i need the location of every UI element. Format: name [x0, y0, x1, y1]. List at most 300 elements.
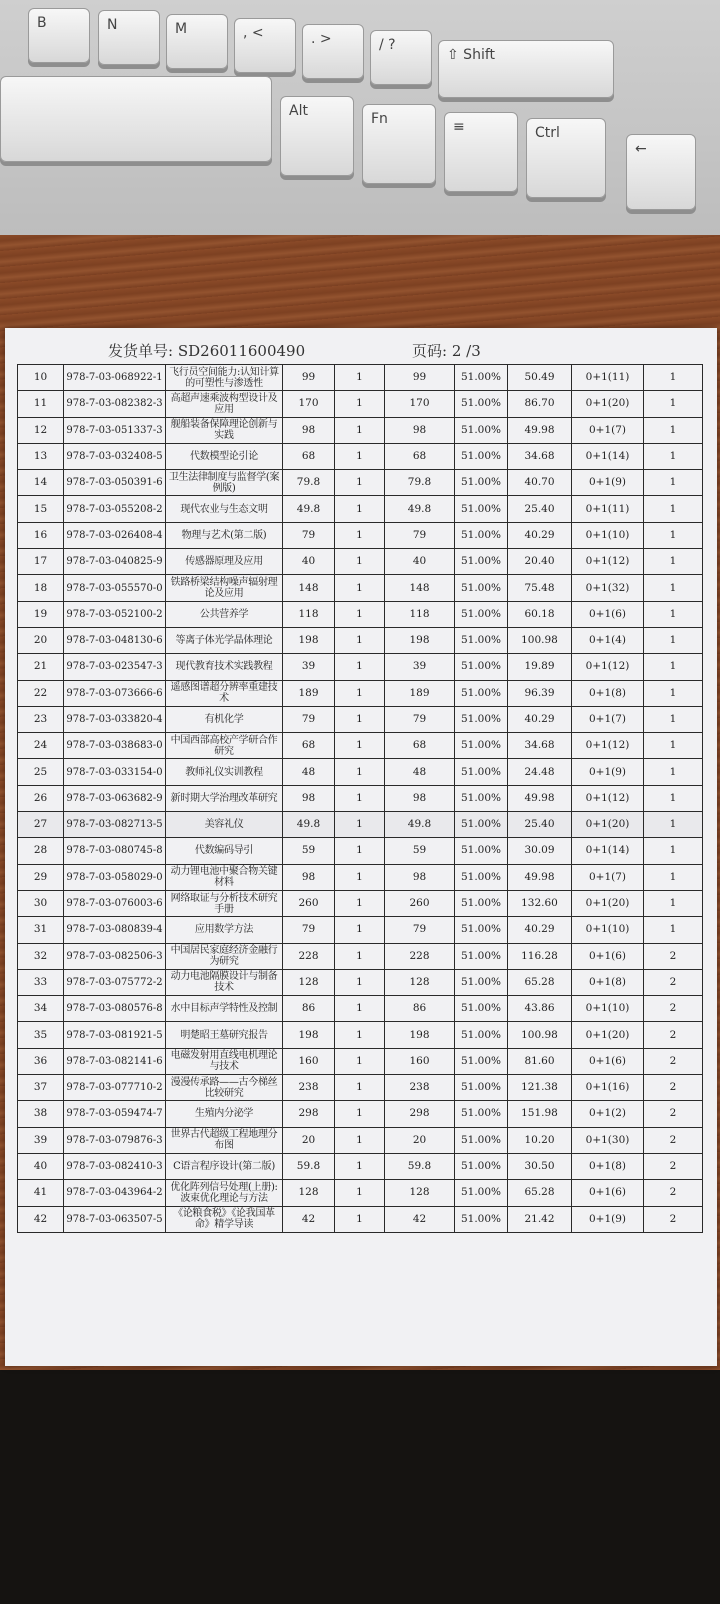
- list-price-cell: 49.8: [283, 496, 335, 522]
- amount-cell: 49.8: [385, 812, 455, 838]
- stock-note-cell: 0+1(14): [572, 838, 644, 864]
- quantity-cell: 1: [335, 943, 385, 969]
- list-price-cell: 160: [283, 1048, 335, 1074]
- box-number-cell: 1: [644, 917, 703, 943]
- key-menu: ≡: [444, 112, 518, 192]
- quantity-cell: 1: [335, 1048, 385, 1074]
- list-price-cell: 39: [283, 654, 335, 680]
- row-number-cell: 28: [18, 838, 64, 864]
- discount-rate-cell: 51.00%: [455, 496, 508, 522]
- key-comma: , <: [234, 18, 296, 73]
- isbn-cell: 978-7-03-076003-6: [64, 890, 166, 916]
- stock-note-cell: 0+1(6): [572, 1048, 644, 1074]
- net-price-cell: 19.89: [508, 654, 572, 680]
- box-number-cell: 1: [644, 680, 703, 706]
- isbn-cell: 978-7-03-063682-9: [64, 785, 166, 811]
- net-price-cell: 86.70: [508, 391, 572, 417]
- box-number-cell: 2: [644, 1180, 703, 1206]
- net-price-cell: 20.40: [508, 549, 572, 575]
- table-row: [18, 1048, 703, 1074]
- net-price-cell: 49.98: [508, 417, 572, 443]
- net-price-cell: 75.48: [508, 575, 572, 601]
- row-number-cell: 12: [18, 417, 64, 443]
- discount-rate-cell: 51.00%: [455, 1180, 508, 1206]
- isbn-cell: 978-7-03-026408-4: [64, 522, 166, 548]
- net-price-cell: 81.60: [508, 1048, 572, 1074]
- amount-cell: 68: [385, 443, 455, 469]
- stock-note-cell: 0+1(20): [572, 391, 644, 417]
- stock-note-cell: 0+1(12): [572, 654, 644, 680]
- stock-note-cell: 0+1(8): [572, 680, 644, 706]
- box-number-cell: 2: [644, 1101, 703, 1127]
- amount-cell: 98: [385, 417, 455, 443]
- net-price-cell: 24.48: [508, 759, 572, 785]
- net-price-cell: 34.68: [508, 443, 572, 469]
- book-title-cell: 漫漫传承路——古今梯丝比较研究: [166, 1075, 283, 1101]
- isbn-cell: 978-7-03-082141-6: [64, 1048, 166, 1074]
- isbn-cell: 978-7-03-052100-2: [64, 601, 166, 627]
- isbn-cell: 978-7-03-080745-8: [64, 838, 166, 864]
- table-row: [18, 1127, 703, 1153]
- book-title-cell: 传感器原理及应用: [166, 549, 283, 575]
- table-row: [18, 601, 703, 627]
- quantity-cell: 1: [335, 890, 385, 916]
- row-number-cell: 40: [18, 1153, 64, 1179]
- isbn-cell: 978-7-03-038683-0: [64, 733, 166, 759]
- box-number-cell: 1: [644, 549, 703, 575]
- amount-cell: 118: [385, 601, 455, 627]
- row-number-cell: 39: [18, 1127, 64, 1153]
- box-number-cell: 1: [644, 391, 703, 417]
- book-title-cell: 教师礼仪实训教程: [166, 759, 283, 785]
- table-row: [18, 759, 703, 785]
- discount-rate-cell: 51.00%: [455, 1022, 508, 1048]
- amount-cell: 49.8: [385, 496, 455, 522]
- discount-rate-cell: 51.00%: [455, 733, 508, 759]
- list-price-cell: 79: [283, 706, 335, 732]
- net-price-cell: 25.40: [508, 812, 572, 838]
- table-row: [18, 785, 703, 811]
- book-title-cell: 现代教育技术实践教程: [166, 654, 283, 680]
- isbn-cell: 978-7-03-080839-4: [64, 917, 166, 943]
- discount-rate-cell: 51.00%: [455, 417, 508, 443]
- quantity-cell: 1: [335, 549, 385, 575]
- stock-note-cell: 0+1(6): [572, 943, 644, 969]
- key-b: B: [28, 8, 90, 63]
- row-number-cell: 38: [18, 1101, 64, 1127]
- table-row: [18, 1022, 703, 1048]
- amount-cell: 79: [385, 522, 455, 548]
- stock-note-cell: 0+1(9): [572, 470, 644, 496]
- list-price-cell: 79: [283, 522, 335, 548]
- box-number-cell: 1: [644, 654, 703, 680]
- list-price-cell: 198: [283, 627, 335, 653]
- list-price-cell: 238: [283, 1075, 335, 1101]
- quantity-cell: 1: [335, 996, 385, 1022]
- discount-rate-cell: 51.00%: [455, 785, 508, 811]
- table-row: [18, 890, 703, 916]
- isbn-cell: 978-7-03-023547-3: [64, 654, 166, 680]
- table-row: [18, 443, 703, 469]
- list-price-cell: 198: [283, 1022, 335, 1048]
- book-title-cell: 明楚昭王墓研究报告: [166, 1022, 283, 1048]
- discount-rate-cell: 51.00%: [455, 365, 508, 391]
- stock-note-cell: 0+1(11): [572, 496, 644, 522]
- amount-cell: 48: [385, 759, 455, 785]
- list-price-cell: 189: [283, 680, 335, 706]
- quantity-cell: 1: [335, 785, 385, 811]
- amount-cell: 42: [385, 1206, 455, 1232]
- row-number-cell: 13: [18, 443, 64, 469]
- amount-cell: 128: [385, 969, 455, 995]
- book-title-cell: 代数模型论引论: [166, 443, 283, 469]
- row-number-cell: 14: [18, 470, 64, 496]
- book-list-table: [17, 364, 703, 1233]
- table-row: [18, 549, 703, 575]
- box-number-cell: 1: [644, 601, 703, 627]
- stock-note-cell: 0+1(14): [572, 443, 644, 469]
- book-title-cell: 电磁发射用直线电机理论与技术: [166, 1048, 283, 1074]
- quantity-cell: 1: [335, 1153, 385, 1179]
- isbn-cell: 978-7-03-075772-2: [64, 969, 166, 995]
- quantity-cell: 1: [335, 391, 385, 417]
- box-number-cell: 1: [644, 759, 703, 785]
- quantity-cell: 1: [335, 1075, 385, 1101]
- order-number-field: [108, 340, 305, 361]
- list-price-cell: 148: [283, 575, 335, 601]
- book-title-cell: 舰船装备保障理论创新与实践: [166, 417, 283, 443]
- amount-cell: 198: [385, 1022, 455, 1048]
- isbn-cell: 978-7-03-080576-8: [64, 996, 166, 1022]
- row-number-cell: 34: [18, 996, 64, 1022]
- stock-note-cell: 0+1(7): [572, 706, 644, 732]
- discount-rate-cell: 51.00%: [455, 575, 508, 601]
- quantity-cell: 1: [335, 917, 385, 943]
- table-row: [18, 654, 703, 680]
- list-price-cell: 128: [283, 969, 335, 995]
- key-n: N: [98, 10, 160, 65]
- stock-note-cell: 0+1(9): [572, 759, 644, 785]
- table-row: [18, 864, 703, 890]
- net-price-cell: 40.70: [508, 470, 572, 496]
- amount-cell: 260: [385, 890, 455, 916]
- net-price-cell: 49.98: [508, 785, 572, 811]
- list-price-cell: 59.8: [283, 1153, 335, 1179]
- row-number-cell: 33: [18, 969, 64, 995]
- box-number-cell: 2: [644, 1022, 703, 1048]
- discount-rate-cell: 51.00%: [455, 522, 508, 548]
- amount-cell: 298: [385, 1101, 455, 1127]
- list-price-cell: 20: [283, 1127, 335, 1153]
- row-number-cell: 25: [18, 759, 64, 785]
- amount-cell: 79: [385, 917, 455, 943]
- list-price-cell: 228: [283, 943, 335, 969]
- isbn-cell: 978-7-03-073666-6: [64, 680, 166, 706]
- table-row: [18, 838, 703, 864]
- list-price-cell: 298: [283, 1101, 335, 1127]
- quantity-cell: 1: [335, 706, 385, 732]
- isbn-cell: 978-7-03-082382-3: [64, 391, 166, 417]
- amount-cell: 148: [385, 575, 455, 601]
- quantity-cell: 1: [335, 1206, 385, 1232]
- list-price-cell: 40: [283, 549, 335, 575]
- stock-note-cell: 0+1(7): [572, 417, 644, 443]
- discount-rate-cell: 51.00%: [455, 443, 508, 469]
- discount-rate-cell: 51.00%: [455, 1101, 508, 1127]
- book-title-cell: 美容礼仪: [166, 812, 283, 838]
- stock-note-cell: 0+1(6): [572, 1180, 644, 1206]
- row-number-cell: 35: [18, 1022, 64, 1048]
- box-number-cell: 2: [644, 1127, 703, 1153]
- row-number-cell: 31: [18, 917, 64, 943]
- box-number-cell: 2: [644, 1048, 703, 1074]
- box-number-cell: 1: [644, 443, 703, 469]
- book-title-cell: 代数编码导引: [166, 838, 283, 864]
- box-number-cell: 1: [644, 812, 703, 838]
- book-title-cell: 优化阵列信号处理(上册):波束优化理论与方法: [166, 1180, 283, 1206]
- row-number-cell: 10: [18, 365, 64, 391]
- order-number-value: SD26011600490: [177, 342, 306, 360]
- stock-note-cell: 0+1(8): [572, 1153, 644, 1179]
- stock-note-cell: 0+1(20): [572, 812, 644, 838]
- book-title-cell: 有机化学: [166, 706, 283, 732]
- list-price-cell: 128: [283, 1180, 335, 1206]
- list-price-cell: 59: [283, 838, 335, 864]
- amount-cell: 79: [385, 706, 455, 732]
- amount-cell: 86: [385, 996, 455, 1022]
- discount-rate-cell: 51.00%: [455, 680, 508, 706]
- isbn-cell: 978-7-03-082506-3: [64, 943, 166, 969]
- amount-cell: 238: [385, 1075, 455, 1101]
- isbn-cell: 978-7-03-082713-5: [64, 812, 166, 838]
- key-slash: / ?: [370, 30, 432, 85]
- table-body: [18, 365, 703, 1233]
- quantity-cell: 1: [335, 365, 385, 391]
- key-shift: ⇧ Shift: [438, 40, 614, 98]
- stock-note-cell: 0+1(12): [572, 549, 644, 575]
- book-title-cell: 中国居民家庭经济金融行为研究: [166, 943, 283, 969]
- table-row: [18, 1180, 703, 1206]
- table-row: [18, 470, 703, 496]
- box-number-cell: 2: [644, 996, 703, 1022]
- discount-rate-cell: 51.00%: [455, 838, 508, 864]
- net-price-cell: 65.28: [508, 1180, 572, 1206]
- net-price-cell: 40.29: [508, 917, 572, 943]
- discount-rate-cell: 51.00%: [455, 864, 508, 890]
- box-number-cell: 2: [644, 969, 703, 995]
- box-number-cell: 1: [644, 627, 703, 653]
- quantity-cell: 1: [335, 680, 385, 706]
- dark-floor: [0, 1370, 720, 1604]
- box-number-cell: 2: [644, 943, 703, 969]
- net-price-cell: 65.28: [508, 969, 572, 995]
- stock-note-cell: 0+1(32): [572, 575, 644, 601]
- stock-note-cell: 0+1(10): [572, 996, 644, 1022]
- net-price-cell: 21.42: [508, 1206, 572, 1232]
- box-number-cell: 1: [644, 890, 703, 916]
- row-number-cell: 36: [18, 1048, 64, 1074]
- box-number-cell: 1: [644, 365, 703, 391]
- isbn-cell: 978-7-03-033820-4: [64, 706, 166, 732]
- net-price-cell: 132.60: [508, 890, 572, 916]
- row-number-cell: 29: [18, 864, 64, 890]
- keyboard: [0, 0, 720, 243]
- table-row: [18, 996, 703, 1022]
- net-price-cell: 43.86: [508, 996, 572, 1022]
- discount-rate-cell: 51.00%: [455, 706, 508, 732]
- list-price-cell: 98: [283, 417, 335, 443]
- quantity-cell: 1: [335, 470, 385, 496]
- stock-note-cell: 0+1(10): [572, 917, 644, 943]
- box-number-cell: 1: [644, 496, 703, 522]
- book-title-cell: 卫生法律制度与监督学(案例版): [166, 470, 283, 496]
- isbn-cell: 978-7-03-082410-3: [64, 1153, 166, 1179]
- book-title-cell: 新时期大学治理改革研究: [166, 785, 283, 811]
- row-number-cell: 41: [18, 1180, 64, 1206]
- quantity-cell: 1: [335, 838, 385, 864]
- box-number-cell: 2: [644, 1153, 703, 1179]
- table-row: [18, 812, 703, 838]
- row-number-cell: 30: [18, 890, 64, 916]
- table-row: [18, 1075, 703, 1101]
- quantity-cell: 1: [335, 601, 385, 627]
- isbn-cell: 978-7-03-081921-5: [64, 1022, 166, 1048]
- table-row: [18, 575, 703, 601]
- isbn-cell: 978-7-03-050391-6: [64, 470, 166, 496]
- box-number-cell: 1: [644, 838, 703, 864]
- row-number-cell: 17: [18, 549, 64, 575]
- discount-rate-cell: 51.00%: [455, 890, 508, 916]
- list-price-cell: 118: [283, 601, 335, 627]
- book-title-cell: 物理与艺术(第二版): [166, 522, 283, 548]
- book-title-cell: 生殖内分泌学: [166, 1101, 283, 1127]
- stock-note-cell: 0+1(8): [572, 969, 644, 995]
- stock-note-cell: 0+1(30): [572, 1127, 644, 1153]
- book-title-cell: 中国西部高校产学研合作研究: [166, 733, 283, 759]
- stock-note-cell: 0+1(6): [572, 601, 644, 627]
- discount-rate-cell: 51.00%: [455, 996, 508, 1022]
- list-price-cell: 49.8: [283, 812, 335, 838]
- table-row: [18, 417, 703, 443]
- key-fn: Fn: [362, 104, 436, 184]
- book-title-cell: 动力锂电池中聚合物关键材料: [166, 864, 283, 890]
- stock-note-cell: 0+1(16): [572, 1075, 644, 1101]
- quantity-cell: 1: [335, 1180, 385, 1206]
- isbn-cell: 978-7-03-063507-5: [64, 1206, 166, 1232]
- list-price-cell: 170: [283, 391, 335, 417]
- amount-cell: 40: [385, 549, 455, 575]
- table-row: [18, 1206, 703, 1232]
- net-price-cell: 121.38: [508, 1075, 572, 1101]
- net-price-cell: 40.29: [508, 706, 572, 732]
- stock-note-cell: 0+1(20): [572, 1022, 644, 1048]
- row-number-cell: 19: [18, 601, 64, 627]
- net-price-cell: 25.40: [508, 496, 572, 522]
- isbn-cell: 978-7-03-055570-0: [64, 575, 166, 601]
- box-number-cell: 2: [644, 1206, 703, 1232]
- list-price-cell: 99: [283, 365, 335, 391]
- book-title-cell: 水中目标声学特性及控制: [166, 996, 283, 1022]
- discount-rate-cell: 51.00%: [455, 627, 508, 653]
- table-row: [18, 733, 703, 759]
- amount-cell: 198: [385, 627, 455, 653]
- discount-rate-cell: 51.00%: [455, 1075, 508, 1101]
- discount-rate-cell: 51.00%: [455, 549, 508, 575]
- quantity-cell: 1: [335, 864, 385, 890]
- quantity-cell: 1: [335, 654, 385, 680]
- table-row: [18, 391, 703, 417]
- isbn-cell: 978-7-03-079876-3: [64, 1127, 166, 1153]
- discount-rate-cell: 51.00%: [455, 654, 508, 680]
- row-number-cell: 16: [18, 522, 64, 548]
- net-price-cell: 50.49: [508, 365, 572, 391]
- quantity-cell: 1: [335, 1101, 385, 1127]
- amount-cell: 170: [385, 391, 455, 417]
- book-title-cell: 公共营养学: [166, 601, 283, 627]
- amount-cell: 59: [385, 838, 455, 864]
- row-number-cell: 24: [18, 733, 64, 759]
- box-number-cell: 1: [644, 733, 703, 759]
- isbn-cell: 978-7-03-077710-2: [64, 1075, 166, 1101]
- row-number-cell: 15: [18, 496, 64, 522]
- discount-rate-cell: 51.00%: [455, 1153, 508, 1179]
- list-price-cell: 48: [283, 759, 335, 785]
- isbn-cell: 978-7-03-055208-2: [64, 496, 166, 522]
- discount-rate-cell: 51.00%: [455, 812, 508, 838]
- isbn-cell: 978-7-03-058029-0: [64, 864, 166, 890]
- amount-cell: 59.8: [385, 1153, 455, 1179]
- quantity-cell: 1: [335, 812, 385, 838]
- page-header: [5, 340, 717, 364]
- page-number-field: [412, 340, 481, 361]
- amount-cell: 228: [385, 943, 455, 969]
- book-title-cell: 铁路桥梁结构噪声辐射理论及应用: [166, 575, 283, 601]
- discount-rate-cell: 51.00%: [455, 601, 508, 627]
- list-price-cell: 86: [283, 996, 335, 1022]
- row-number-cell: 23: [18, 706, 64, 732]
- quantity-cell: 1: [335, 969, 385, 995]
- box-number-cell: 1: [644, 785, 703, 811]
- net-price-cell: 151.98: [508, 1101, 572, 1127]
- amount-cell: 79.8: [385, 470, 455, 496]
- isbn-cell: 978-7-03-051337-3: [64, 417, 166, 443]
- box-number-cell: 2: [644, 1075, 703, 1101]
- discount-rate-cell: 51.00%: [455, 391, 508, 417]
- amount-cell: 98: [385, 785, 455, 811]
- list-price-cell: 98: [283, 785, 335, 811]
- quantity-cell: 1: [335, 522, 385, 548]
- net-price-cell: 60.18: [508, 601, 572, 627]
- discount-rate-cell: 51.00%: [455, 917, 508, 943]
- amount-cell: 98: [385, 864, 455, 890]
- stock-note-cell: 0+1(4): [572, 627, 644, 653]
- amount-cell: 39: [385, 654, 455, 680]
- net-price-cell: 10.20: [508, 1127, 572, 1153]
- amount-cell: 128: [385, 1180, 455, 1206]
- book-title-cell: 等离子体光学晶体理论: [166, 627, 283, 653]
- discount-rate-cell: 51.00%: [455, 943, 508, 969]
- quantity-cell: 1: [335, 417, 385, 443]
- list-price-cell: 68: [283, 443, 335, 469]
- key-alt: Alt: [280, 96, 354, 176]
- book-title-cell: 世界古代超级工程地理分布图: [166, 1127, 283, 1153]
- table-row: [18, 969, 703, 995]
- box-number-cell: 1: [644, 706, 703, 732]
- amount-cell: 189: [385, 680, 455, 706]
- table-row: [18, 1101, 703, 1127]
- box-number-cell: 1: [644, 417, 703, 443]
- book-title-cell: 动力电池隔膜设计与制备技术: [166, 969, 283, 995]
